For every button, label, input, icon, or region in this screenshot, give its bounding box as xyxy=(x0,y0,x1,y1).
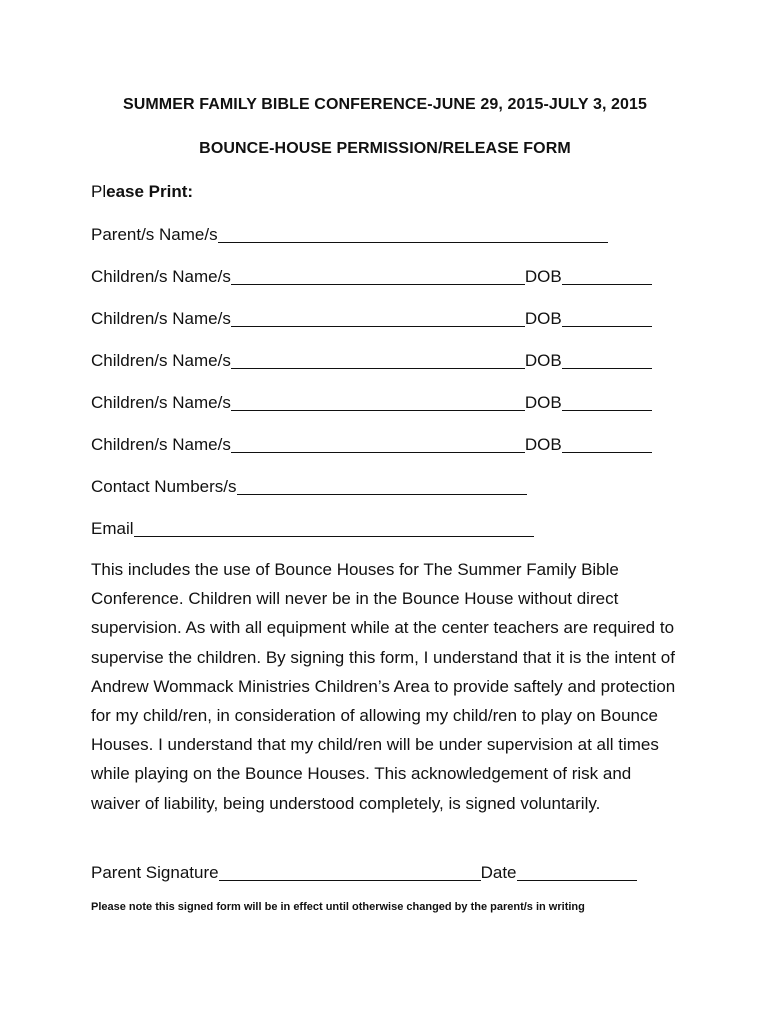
please-print-rest: ease Print: xyxy=(106,182,194,201)
child-row-2 xyxy=(91,306,652,330)
child-name-field[interactable] xyxy=(231,392,525,411)
dob-field[interactable] xyxy=(562,308,652,327)
signature-label: Parent Signature xyxy=(91,863,219,882)
child-name-label: Children/s Name/s xyxy=(91,267,231,286)
date-field[interactable] xyxy=(517,862,637,881)
dob-field[interactable] xyxy=(562,350,652,369)
dob-field[interactable] xyxy=(562,266,652,285)
please-print-prefix: Pl xyxy=(91,182,107,201)
child-row-3 xyxy=(91,348,652,372)
dob-field[interactable] xyxy=(562,392,652,411)
signature-field[interactable] xyxy=(219,862,481,881)
footnote: Please note this signed form will be in effect until otherwise changed by the parent/s in writing xyxy=(91,901,585,913)
contact-numbers-row xyxy=(91,474,527,498)
child-row-1 xyxy=(91,264,652,288)
child-name-label: Children/s Name/s xyxy=(91,309,231,328)
child-row-4 xyxy=(91,390,652,414)
child-name-field[interactable] xyxy=(231,434,525,453)
parent-name-row xyxy=(91,222,608,246)
dob-label: DOB xyxy=(524,267,562,286)
dob-field[interactable] xyxy=(562,434,652,453)
parent-name-label: Parent/s Name/s xyxy=(91,225,218,244)
please-print-heading xyxy=(91,182,193,202)
contact-numbers-field[interactable] xyxy=(237,476,527,495)
email-field[interactable] xyxy=(134,518,534,537)
child-name-label: Children/s Name/s xyxy=(91,393,231,412)
child-name-field[interactable] xyxy=(231,350,525,369)
form-title: BOUNCE-HOUSE PERMISSION/RELEASE FORM xyxy=(199,140,571,157)
release-statement: This includes the use of Bounce Houses for The Summer Family Bible Conference. Children will never be in the Bounce House without direct supervision. As with all equipment while at the center teachers are required to supervise the children. By signing this form, I understand that it is the intent of Andrew Wommack Ministries Children’s Area to provide saftely and protection for my child/ren, in consideration of allowing my child/ren to play on Bounce Houses. I understand that my child/ren will be under supervision at all times while playing on the Bounce Houses. This acknowledgement of risk and waiver of liability, being understood completely, is signed voluntarily. xyxy=(91,560,676,813)
email-label: Email xyxy=(91,519,134,538)
dob-label: DOB xyxy=(524,351,562,370)
conference-title: SUMMER FAMILY BIBLE CONFERENCE-JUNE 29, 2015-JULY 3, 2015 xyxy=(122,96,648,113)
dob-label: DOB xyxy=(524,435,562,454)
contact-numbers-label: Contact Numbers/s xyxy=(91,477,237,496)
dob-label: DOB xyxy=(524,393,562,412)
child-name-label: Children/s Name/s xyxy=(91,435,231,454)
date-label: Date xyxy=(480,863,517,882)
child-name-field[interactable] xyxy=(231,308,525,327)
parent-name-field[interactable] xyxy=(218,224,608,243)
signature-row xyxy=(91,860,637,884)
email-row xyxy=(91,516,534,540)
dob-label: DOB xyxy=(524,309,562,328)
child-name-label: Children/s Name/s xyxy=(91,351,231,370)
child-name-field[interactable] xyxy=(231,266,525,285)
child-row-5 xyxy=(91,432,652,456)
